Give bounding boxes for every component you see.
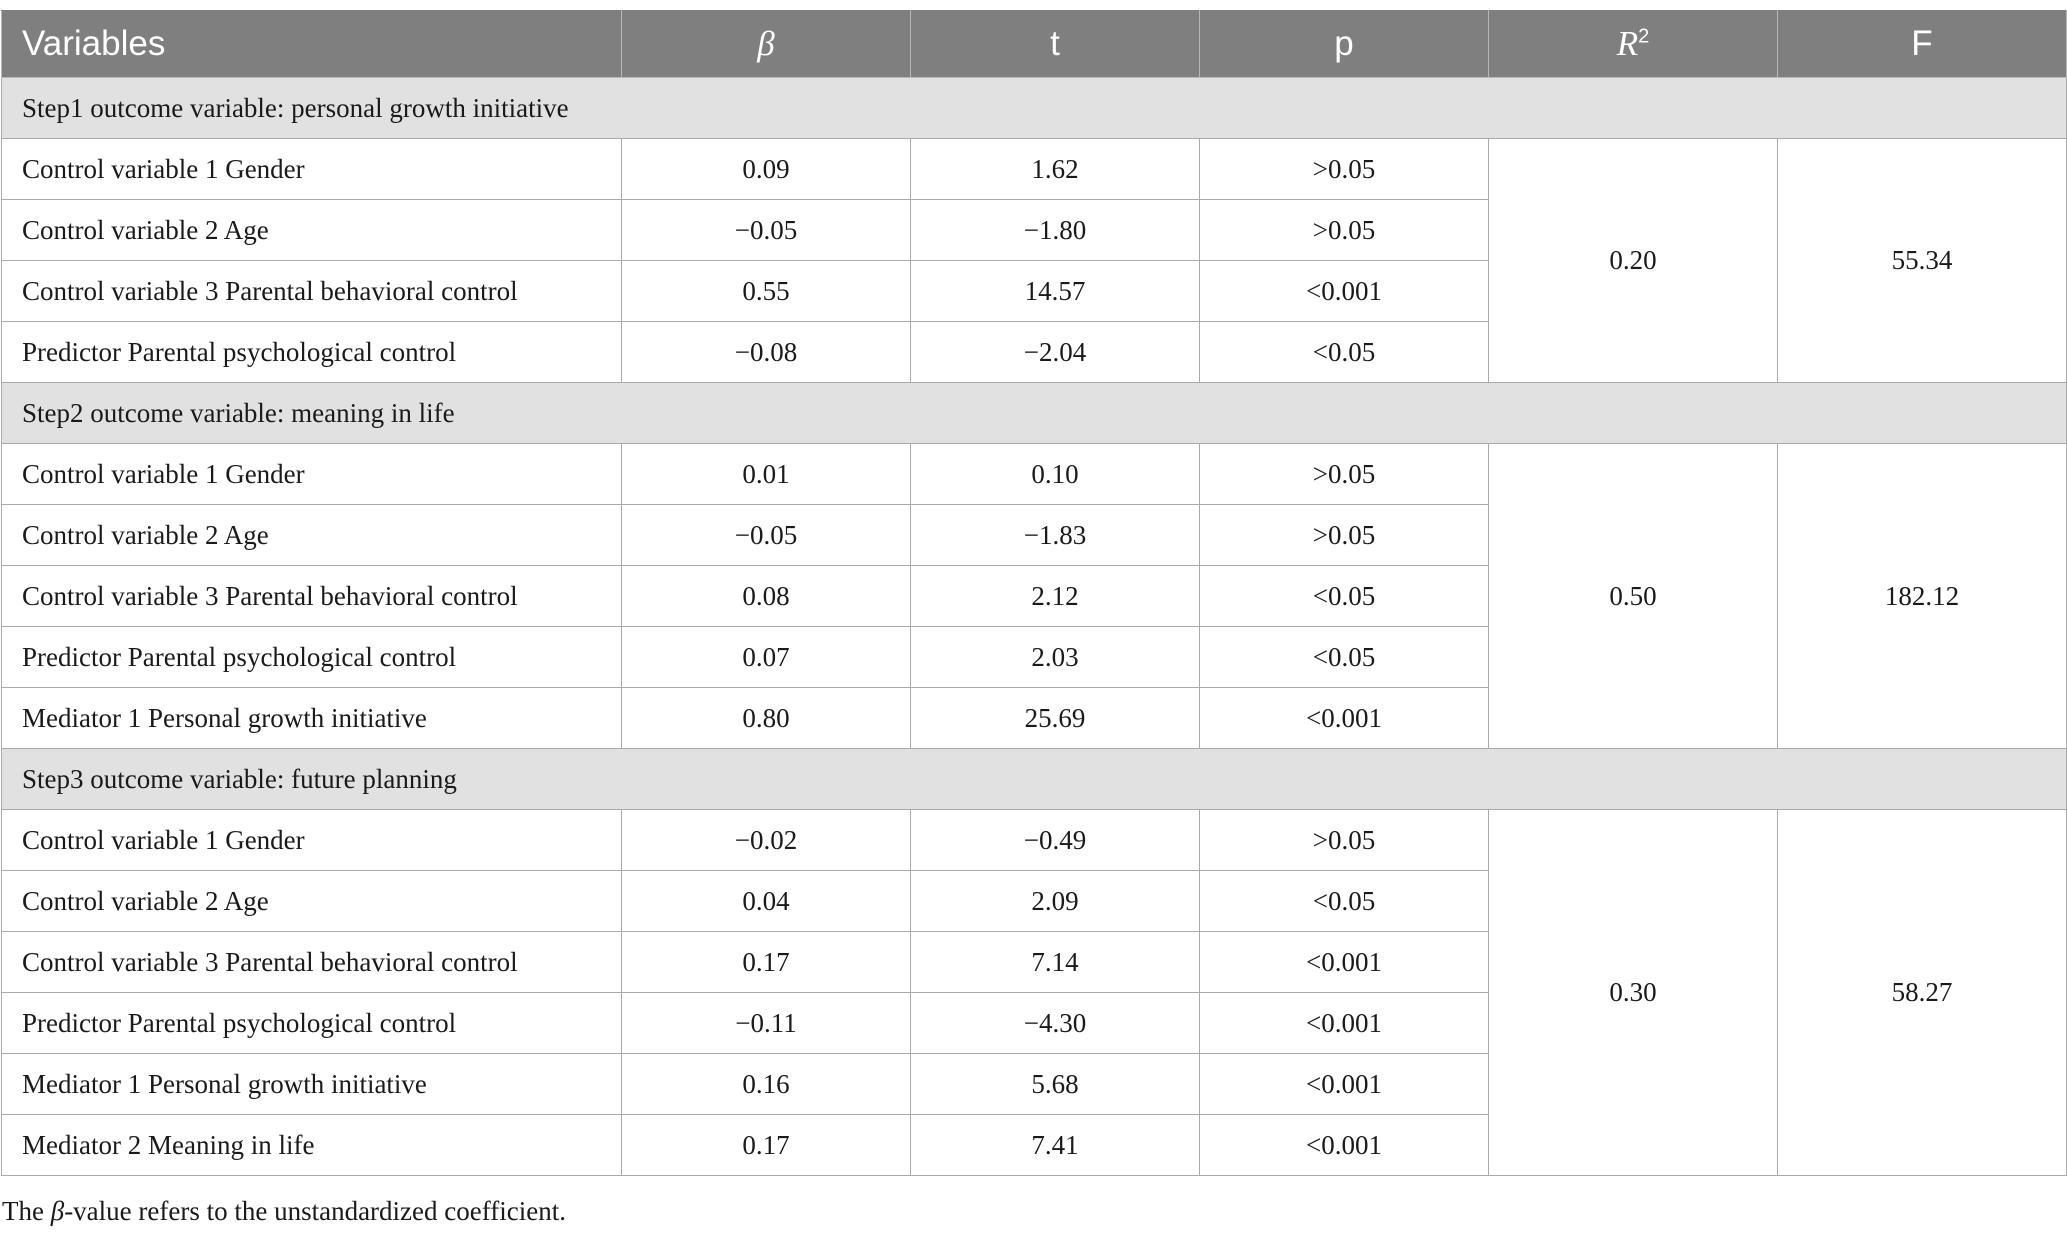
row-label: Control variable 1 Gender xyxy=(2,810,622,871)
step-row xyxy=(2,383,2067,444)
r-squared-cell: 0.50 xyxy=(1489,444,1778,749)
p-cell: <0.05 xyxy=(1200,871,1489,932)
beta-cell: −0.05 xyxy=(622,200,911,261)
r-symbol: R xyxy=(1616,24,1639,63)
row-label: Predictor Parental psychological control xyxy=(2,627,622,688)
header-f: F xyxy=(1778,11,2067,78)
p-cell: <0.001 xyxy=(1200,688,1489,749)
beta-cell: 0.09 xyxy=(622,139,911,200)
row-label: Control variable 3 Parental behavioral control xyxy=(2,566,622,627)
step-title: Step2 outcome variable: meaning in life xyxy=(2,383,2067,444)
header-r-squared xyxy=(1489,11,1778,78)
t-cell: −1.83 xyxy=(911,505,1200,566)
f-cell: 55.34 xyxy=(1778,139,2067,383)
t-cell: 0.10 xyxy=(911,444,1200,505)
p-cell: <0.05 xyxy=(1200,566,1489,627)
t-cell: 2.09 xyxy=(911,871,1200,932)
p-cell: <0.001 xyxy=(1200,261,1489,322)
row-label: Control variable 2 Age xyxy=(2,871,622,932)
t-cell: 2.12 xyxy=(911,566,1200,627)
p-cell: >0.05 xyxy=(1200,139,1489,200)
beta-cell: 0.07 xyxy=(622,627,911,688)
beta-cell: −0.11 xyxy=(622,993,911,1054)
row-label: Control variable 2 Age xyxy=(2,505,622,566)
beta-cell: 0.80 xyxy=(622,688,911,749)
r-squared-exponent: 2 xyxy=(1638,25,1650,48)
beta-symbol: β xyxy=(757,24,775,63)
header-p: p xyxy=(1200,11,1489,78)
t-cell: −2.04 xyxy=(911,322,1200,383)
header-row xyxy=(2,11,2067,78)
beta-cell: −0.08 xyxy=(622,322,911,383)
p-cell: <0.05 xyxy=(1200,322,1489,383)
t-cell: −4.30 xyxy=(911,993,1200,1054)
t-cell: 5.68 xyxy=(911,1054,1200,1115)
footnote-beta-symbol: β xyxy=(50,1196,65,1226)
p-cell: <0.001 xyxy=(1200,1054,1489,1115)
beta-cell: 0.17 xyxy=(622,932,911,993)
p-cell: >0.05 xyxy=(1200,505,1489,566)
table-header xyxy=(2,11,2067,78)
table-body xyxy=(2,78,2067,1176)
p-cell: >0.05 xyxy=(1200,810,1489,871)
step-row xyxy=(2,78,2067,139)
beta-cell: 0.08 xyxy=(622,566,911,627)
regression-table-container xyxy=(0,10,2067,1176)
row-label: Control variable 2 Age xyxy=(2,200,622,261)
footnote-prefix: The xyxy=(2,1196,51,1226)
p-cell: >0.05 xyxy=(1200,444,1489,505)
t-cell: 7.14 xyxy=(911,932,1200,993)
p-cell: <0.05 xyxy=(1200,627,1489,688)
header-beta xyxy=(622,11,911,78)
beta-cell: 0.17 xyxy=(622,1115,911,1176)
row-label: Control variable 1 Gender xyxy=(2,444,622,505)
t-cell: 2.03 xyxy=(911,627,1200,688)
p-cell: >0.05 xyxy=(1200,200,1489,261)
beta-cell: 0.01 xyxy=(622,444,911,505)
table-row xyxy=(2,810,2067,871)
f-cell: 58.27 xyxy=(1778,810,2067,1176)
f-cell: 182.12 xyxy=(1778,444,2067,749)
step-title: Step3 outcome variable: future planning xyxy=(2,749,2067,810)
row-label: Mediator 1 Personal growth initiative xyxy=(2,1054,622,1115)
table-row xyxy=(2,444,2067,505)
p-cell: <0.001 xyxy=(1200,1115,1489,1176)
beta-cell: 0.04 xyxy=(622,871,911,932)
p-cell: <0.001 xyxy=(1200,993,1489,1054)
row-label: Control variable 3 Parental behavioral control xyxy=(2,932,622,993)
regression-table xyxy=(1,10,2067,1176)
r-squared-cell: 0.30 xyxy=(1489,810,1778,1176)
row-label: Predictor Parental psychological control xyxy=(2,322,622,383)
t-cell: 14.57 xyxy=(911,261,1200,322)
beta-cell: 0.16 xyxy=(622,1054,911,1115)
t-cell: 25.69 xyxy=(911,688,1200,749)
header-variables: Variables xyxy=(2,11,622,78)
beta-cell: 0.55 xyxy=(622,261,911,322)
row-label: Predictor Parental psychological control xyxy=(2,993,622,1054)
step-title: Step1 outcome variable: personal growth initiative xyxy=(2,78,2067,139)
row-label: Mediator 1 Personal growth initiative xyxy=(2,688,622,749)
p-cell: <0.001 xyxy=(1200,932,1489,993)
row-label: Control variable 3 Parental behavioral control xyxy=(2,261,622,322)
row-label: Control variable 1 Gender xyxy=(2,139,622,200)
table-row xyxy=(2,139,2067,200)
table-footnote xyxy=(2,1196,566,1227)
header-t: t xyxy=(911,11,1200,78)
r-squared-cell: 0.20 xyxy=(1489,139,1778,383)
t-cell: −0.49 xyxy=(911,810,1200,871)
beta-cell: −0.05 xyxy=(622,505,911,566)
footnote-text: -value refers to the unstandardized coefficient. xyxy=(64,1196,566,1226)
t-cell: 7.41 xyxy=(911,1115,1200,1176)
beta-cell: −0.02 xyxy=(622,810,911,871)
step-row xyxy=(2,749,2067,810)
t-cell: 1.62 xyxy=(911,139,1200,200)
t-cell: −1.80 xyxy=(911,200,1200,261)
row-label: Mediator 2 Meaning in life xyxy=(2,1115,622,1176)
